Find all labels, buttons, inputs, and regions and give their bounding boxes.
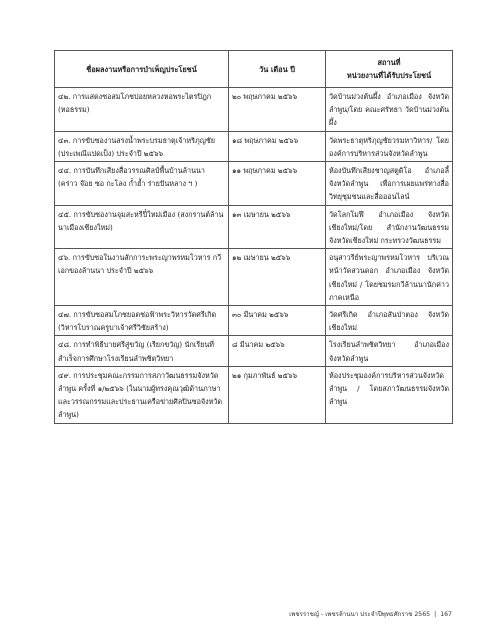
header-location: [326, 51, 453, 88]
location-cell: วัดศรีเกิด อำเภอสันป่าตอง จังหวัดเชียงใหม่: [326, 306, 453, 336]
date-cell: ๑๘ พฤษภาคม ๒๕๖๖: [229, 131, 326, 161]
header-location-line: หน่วยงานที่ได้รับประโยชน์: [346, 71, 432, 80]
activity-cell: ๔๖. การขับซอในงานสักการะพระญาพรหมโวหาร กวีเอกของล้านนา ประจำปี ๒๕๖๖: [55, 249, 229, 306]
location-cell: อนุสาวรีย์พระญาพรหมโวหาร บริเวณหน้าวัดสวนดอก อำเภอเมือง จังหวัดเชียงใหม่ / โดยชมรมกวีล้านนานักค่าวภาคเหนือ: [326, 249, 453, 306]
activity-cell: ๔๕. การขับซองานจุมสะหรีปี๋ใหม่เมือง (สงกรานต์ล้านนาเมืองเชียงใหม่): [55, 205, 229, 249]
table-row: [55, 366, 453, 423]
page-footer: [289, 609, 452, 619]
table-header-row: [55, 51, 453, 88]
footer-title: เพชรราชญ์ - เพชรล้านนา ประจำปีพุทธศักราช 2565: [289, 611, 431, 618]
date-cell: ๒๑ กุมภาพันธ์ ๒๕๖๖: [229, 366, 326, 423]
date-cell: ๒๐ พฤษภาคม ๒๕๖๖: [229, 88, 326, 132]
activity-cell: ๔๓. การขับซองานสรงน้ำพระบรมธาตุเจ้าหริภุญชัย (ประเพณีแปดเป็ง) ประจำปี ๒๕๖๖: [55, 131, 229, 161]
header-location-line: สถานที่: [377, 58, 401, 67]
date-cell: ๑๓ เมษายน ๒๕๖๖: [229, 205, 326, 249]
location-cell: ห้องบันทึกเสียงชาญสตูดิโอ อำเภอลี้ จังหวัดลำพูน เพื่อการเผยแพร่ทางสื่อวิทยุชุมชนและสื่อออนไลน์: [326, 162, 453, 206]
table-row: [55, 88, 453, 132]
date-cell: ๑๑ พฤษภาคม ๒๕๖๖: [229, 162, 326, 206]
header-activity: ชื่อผลงานหรือการบำเพ็ญประโยชน์: [55, 51, 229, 88]
header-date: วัน เดือน ปี: [229, 51, 326, 88]
table-row: [55, 131, 453, 161]
table-row: [55, 205, 453, 249]
date-cell: ๓๐ มีนาคม ๒๕๖๖: [229, 306, 326, 336]
location-cell: โรงเรียนลำพชิตวิทยา อำเภอเมือง จังหวัดลำพูน: [326, 336, 453, 366]
table-row: [55, 306, 453, 336]
location-cell: วัดบ้านม่วงต้นผึ้ง อำเภอเมือง จังหวัดลำพูน/โดย คณะศรัทธา วัดบ้านม่วงต้นผึ้ง: [326, 88, 453, 132]
date-cell: ๘ มีนาคม ๒๕๖๖: [229, 336, 326, 366]
location-cell: วัดโลกโมฬี อำเภอเมือง จังหวัดเชียงใหม่/โดย สำนักงานวัฒนธรรมจังหวัดเชียงใหม่ กระทรวงวัฒนธรรม: [326, 205, 453, 249]
activity-cell: ๔๒. การแสดงซอสมโภชปอยหลวงหอพระไตรปิฎก (หอธรรม): [55, 88, 229, 132]
activity-cell: ๔๘. การทำพิธีบายศรีสู่ขวัญ (เรียกขวัญ) นักเรียนที่สำเร็จการศึกษาโรงเรียนลำพชิตวิทยา: [55, 336, 229, 366]
date-cell: ๑๒ เมษายน ๒๕๖๖: [229, 249, 326, 306]
activity-cell: ๔๔. การบันทึกเสียงสื่อวรรณศิลป์พื้นบ้านล้านนา (คร่าว จ๊อย ซอ กะโลง ก๋ำฮ้ำ ร่ายปันหลาง ฯ ): [55, 162, 229, 206]
table-row: [55, 162, 453, 206]
footer-separator: |: [434, 611, 437, 618]
table-row: [55, 249, 453, 306]
activities-table: [54, 50, 453, 424]
activity-cell: ๔๗. การขับซอสมโภชยอดช่อฟ้าพระวิหารวัดศรีเกิด (วิหารโบราณครูบาเจ้าศรีวิชัยสร้าง): [55, 306, 229, 336]
location-cell: ห้องประชุมองค์การบริหารส่วนจังหวัดลำพูน / โดยสภาวัฒนธรรมจังหวัดลำพูน: [326, 366, 453, 423]
page-number: 167: [440, 611, 452, 618]
location-cell: วัดพระธาตุหริภุญชัยวรมหาวิหาร/ โดย องค์การบริหารส่วนจังหวัดลำพูน: [326, 131, 453, 161]
activity-cell: ๔๙. การประชุมคณะกรรมการสภาวัฒนธรรมจังหวัดลำพูน ครั้งที่ ๑/๒๕๖๖ (ในนามผู้ทรงคุณวุฒิด้านภาษาและวรรณกรรมและประธานเครือข่ายศิลปินซอจังหวัดลำพูน): [55, 366, 229, 423]
table-row: [55, 336, 453, 366]
